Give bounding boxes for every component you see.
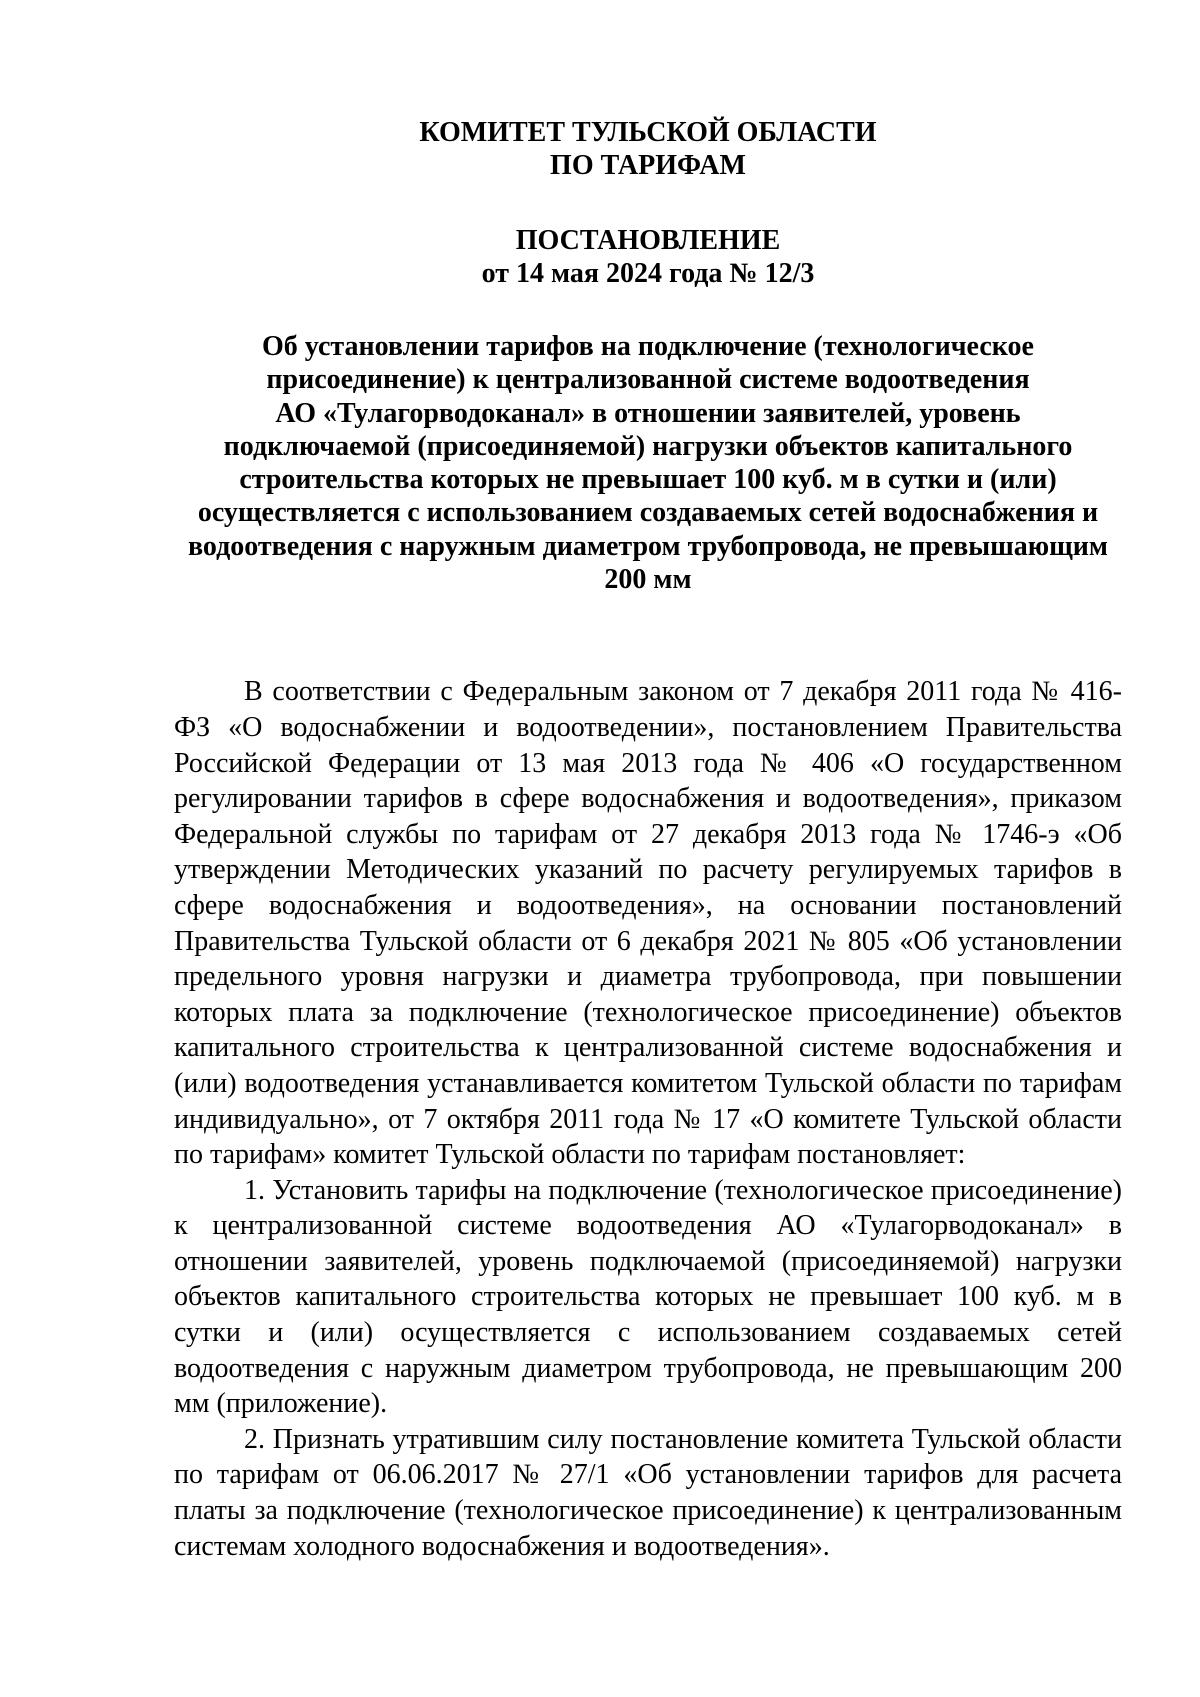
document-date-number: от 14 мая 2024 года № 12/3 (481, 258, 815, 289)
document-body (174, 674, 1122, 1564)
title-line: 200 мм (604, 564, 692, 596)
title-line: АО «Тулагорводоканал» в отношении заявителей, уровень (275, 397, 1021, 429)
title-line: строительства которых не превышает 100 куб. м в сутки и (или) (239, 464, 1057, 496)
preamble-paragraph: В соответствии с Федеральным законом от 7 декабря 2011 года № 416-ФЗ «О водоснабжении и водоотведении», постановлением Правительства Российской Федерации от 13 мая 2013 года № 406 «О государственном регулировании тарифов в сфере водоснабжения и водоотведения», приказом Федеральной службы по тарифам от 27 декабря 2013 года № 1746-э «Об утверждении Методических указаний по расчету регулируемых тарифов в сфере водоснабжения и водоотведения», на основании постановлений Правительства Тульской области от 6 декабря 2021 № 805 «Об установлении предельного уровня нагрузки и диаметра трубопровода, при повышении которых плата за подключение (технологическое присоединение) объектов капитального строительства к централизованной системе водоснабжения и (или) водоотведения устанавливается комитетом Тульской области по тарифам индивидуально», от 7 октября 2011 года № 17 «О комитете Тульской области по тарифам» комитет Тульской области по тарифам постановляет: (174, 676, 1122, 1171)
authority-line-1: КОМИТЕТ ТУЛЬСКОЙ ОБЛАСТИ (419, 117, 877, 148)
clause-1-paragraph: 1. Установить тарифы на подключение (технологическое присоединение) к централизованной системе водоотведения АО «Тулагорводоканал» в отношении заявителей, уровень подключаемой (присоединяемой) нагрузки объектов капитального строительства которых не превышает 100 куб. м в сутки и (или) осуществляется с использованием создаваемых сетей водоотведения с наружным диаметром трубопровода, не превышающим 200 мм (приложение). (174, 1174, 1122, 1420)
title-line: водоотведения с наружным диаметром трубопровода, не превышающим (187, 530, 1109, 562)
document-page (174, 100, 1122, 1564)
title-line: осуществляется с использованием создаваемых сетей водоснабжения и (197, 497, 1099, 529)
document-type: ПОСТАНОВЛЕНИЕ (515, 225, 781, 256)
issuing-authority (174, 116, 1122, 182)
document-title (174, 330, 1122, 596)
title-line: Об установлении тарифов на подключение (технологическое (262, 331, 1034, 362)
authority-line-2: ПО ТАРИФАМ (550, 150, 746, 181)
title-line: подключаемой (присоединяемой) нагрузки объектов капитального (223, 430, 1073, 462)
title-line: присоединение) к централизованной системе водоотведения (266, 364, 1030, 396)
clause-2-paragraph: 2. Признать утратившим силу постановление комитета Тульской области по тарифам от 06.06.2017 № 27/1 «Об установлении тарифов для расчета платы за подключение (технологическое присоединение) к централизованным системам холодного водоснабжения и водоотведения». (174, 1423, 1122, 1562)
